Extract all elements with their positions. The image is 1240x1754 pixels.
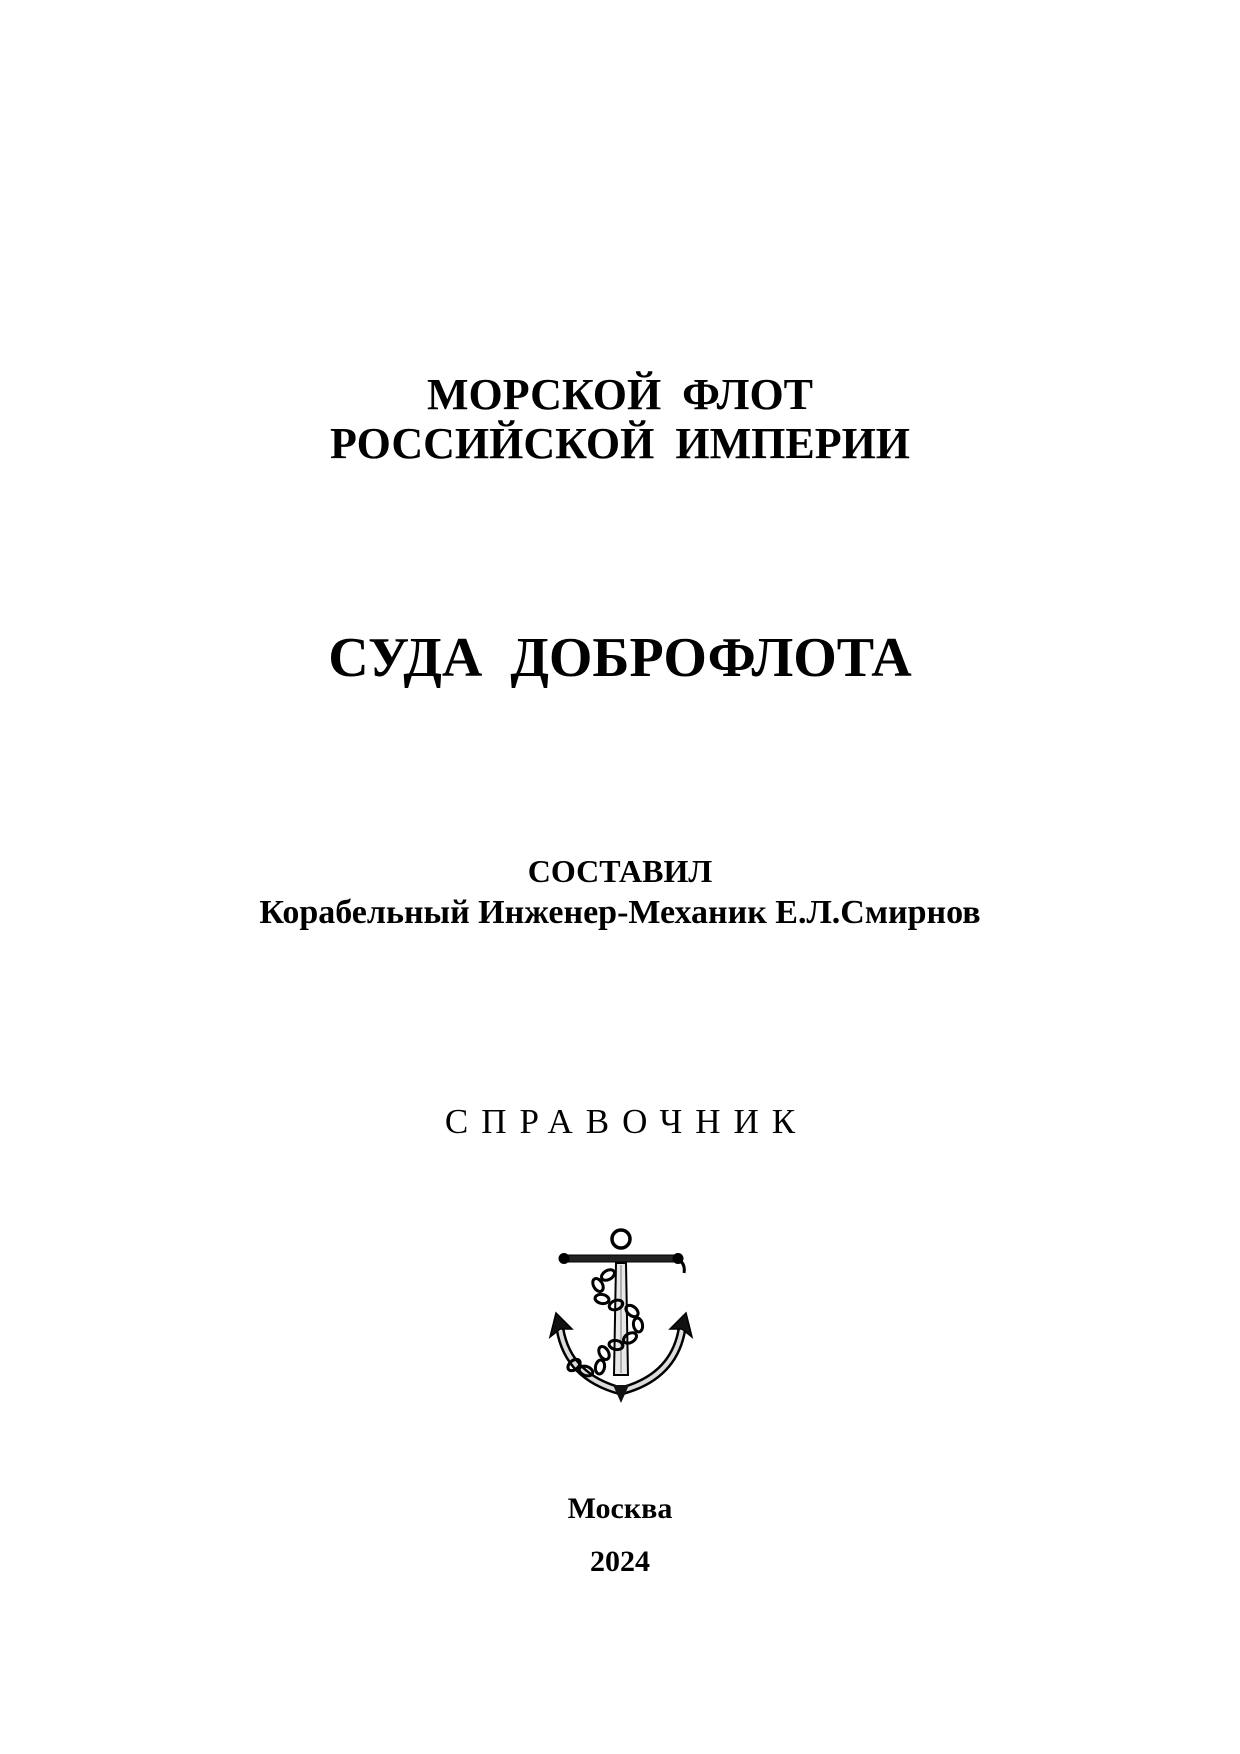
series-title-line-1: МОРСКОЙ ФЛОТ xyxy=(426,370,814,419)
publication-year: 2024 xyxy=(590,1545,650,1578)
book-title: СУДА ДОБРОФЛОТА xyxy=(328,627,912,689)
document-type: СПРАВОЧНИК xyxy=(444,1102,809,1141)
author-name: Корабельный Инженер-Механик Е.Л.Смирнов xyxy=(259,894,981,931)
publication-city: Москва xyxy=(567,1492,673,1525)
compiled-by-label: СОСТАВИЛ xyxy=(527,853,713,889)
series-title-line-2: РОССИЙСКОЙ ИМПЕРИИ xyxy=(329,419,911,468)
anchor-icon xyxy=(546,1225,696,1405)
